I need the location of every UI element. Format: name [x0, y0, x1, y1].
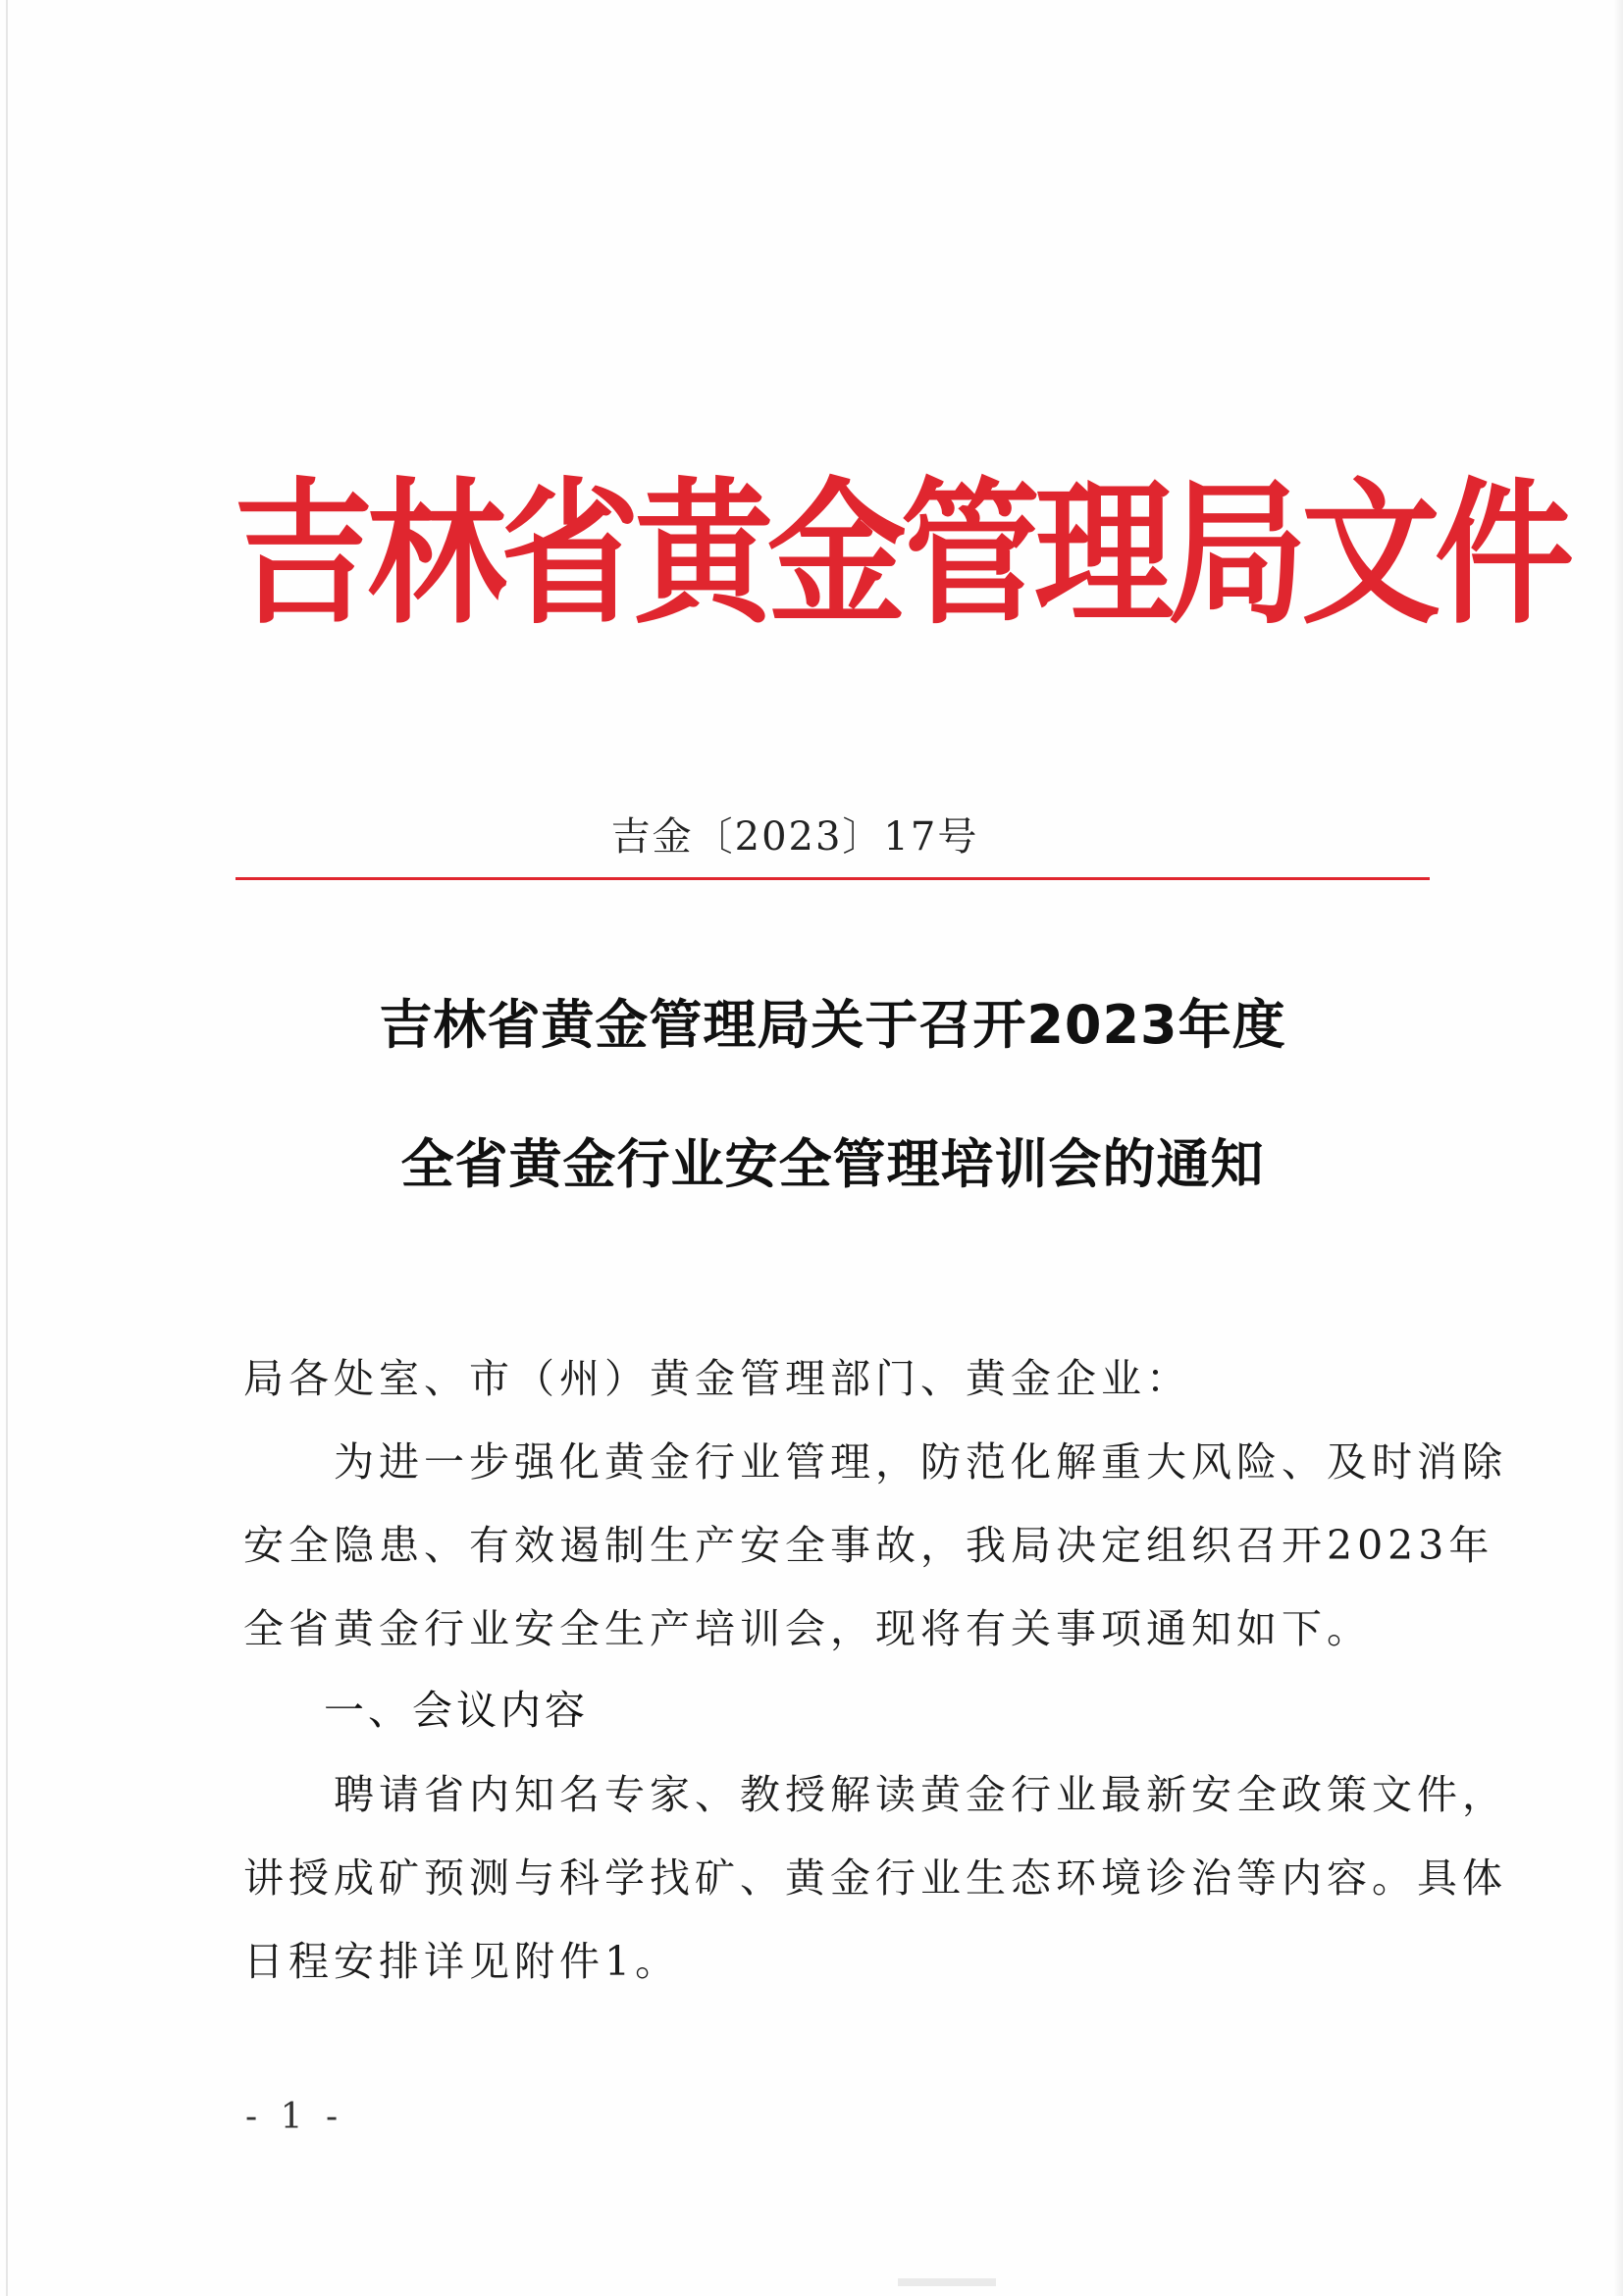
scan-artifact	[898, 2278, 996, 2286]
intro-line-1: 为进一步强化黄金行业管理，防范化解重大风险、及时消除	[243, 1438, 1507, 1486]
section1-line-3: 日程安排详见附件1。	[243, 1938, 681, 1985]
notice-title-line-2: 全省黄金行业安全管理培训会的通知	[400, 1133, 1265, 1195]
notice-title-line-1: 吉林省黄金管理局关于召开2023年度	[379, 994, 1286, 1056]
section-heading-1: 一、会议内容	[324, 1687, 589, 1734]
section1-line-1: 聘请省内知名专家、教授解读黄金行业最新安全政策文件，	[243, 1771, 1507, 1818]
section1-line-2: 讲授成矿预测与科学找矿、黄金行业生态环境诊治等内容。具体	[243, 1854, 1507, 1902]
intro-line-3: 全省黄金行业安全生产培训会，现将有关事项通知如下。	[243, 1605, 1372, 1652]
intro-line-2: 安全隐患、有效遏制生产安全事故，我局决定组织召开2023年	[243, 1522, 1494, 1569]
page-number: - 1 -	[245, 2097, 344, 2137]
red-divider-line	[236, 877, 1430, 880]
scan-edge-left	[6, 0, 8, 2296]
document-number: 吉金〔2023〕17号	[610, 814, 979, 860]
scan-edge-right	[1613, 0, 1623, 2296]
salutation: 局各处室、市（州）黄金管理部门、黄金企业：	[243, 1355, 1191, 1402]
issuing-authority-header: 吉林省黄金管理局文件	[234, 463, 1568, 646]
